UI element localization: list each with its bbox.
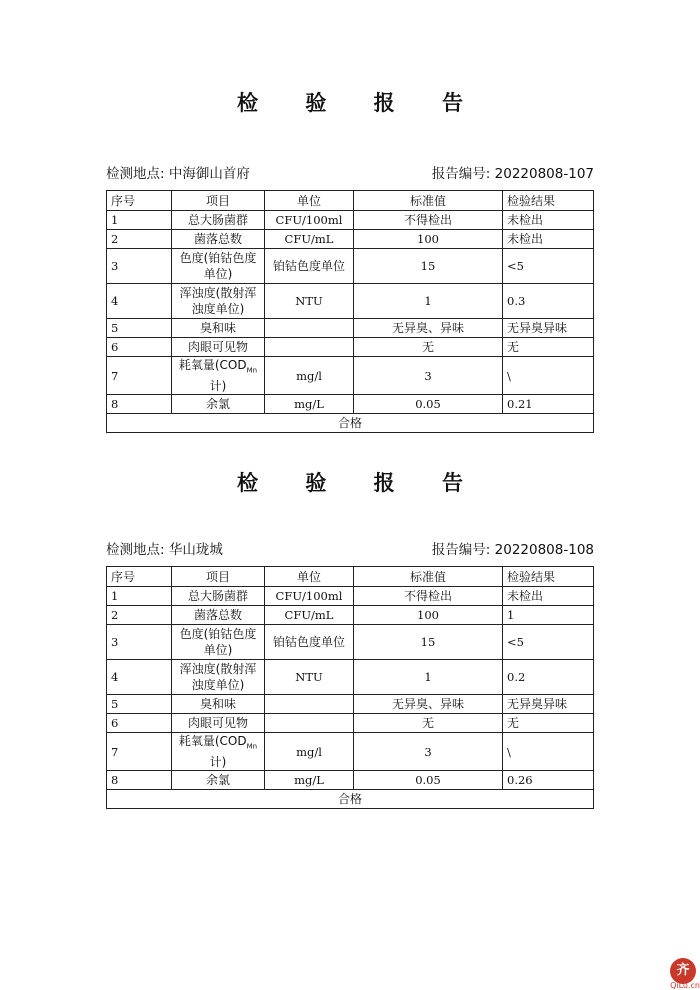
table-row — [107, 625, 594, 660]
cell-no: 4 — [107, 284, 172, 319]
cell-standard: 100 — [354, 230, 503, 249]
cell-item — [172, 357, 265, 395]
cell-standard: 3 — [354, 357, 503, 395]
cell-standard: 无 — [354, 338, 503, 357]
cell-standard: 无 — [354, 714, 503, 733]
cell-no: 5 — [107, 319, 172, 338]
cell-result: 0.21 — [503, 395, 594, 414]
cell-item: 浑浊度(散射浑浊度单位) — [172, 660, 265, 695]
cell-standard: 无异臭、异味 — [354, 319, 503, 338]
cell-standard: 100 — [354, 606, 503, 625]
table-row — [107, 587, 594, 606]
cell-no: 3 — [107, 249, 172, 284]
results-table — [106, 566, 594, 809]
cell-item: 菌落总数 — [172, 230, 265, 249]
report-number-label: 报告编号: — [431, 166, 495, 182]
cell-result: 未检出 — [503, 211, 594, 230]
cell-unit — [265, 695, 354, 714]
cell-standard: 1 — [354, 660, 503, 695]
report-number-line — [432, 164, 594, 184]
cell-standard: 3 — [354, 733, 503, 771]
cell-result: 0.26 — [503, 771, 594, 790]
location-value: 华山珑城 — [168, 542, 223, 558]
report-number-value: 20220808-108 — [494, 542, 594, 558]
cell-result: 未检出 — [503, 230, 594, 249]
report-number-line — [432, 540, 594, 560]
cell-unit: mg/l — [265, 357, 354, 395]
cell-no: 8 — [107, 395, 172, 414]
table-row — [107, 230, 594, 249]
table-row — [107, 606, 594, 625]
table-row — [107, 319, 594, 338]
cell-item-pre: 耗氧量(COD — [178, 358, 247, 372]
cell-item: 总大肠菌群 — [172, 587, 265, 606]
header-unit: 单位 — [265, 567, 354, 587]
cell-result: 0.2 — [503, 660, 594, 695]
cell-unit — [265, 338, 354, 357]
table-header-row — [107, 191, 594, 211]
table-row — [107, 338, 594, 357]
cell-no: 1 — [107, 211, 172, 230]
cell-unit: NTU — [265, 284, 354, 319]
cell-result: 无异臭异味 — [503, 319, 594, 338]
table-header-row — [107, 567, 594, 587]
conclusion-cell: 合格 — [107, 414, 594, 433]
report-2 — [106, 468, 594, 809]
cell-unit: 铂钴色度单位 — [265, 249, 354, 284]
cell-item-post: 计) — [209, 379, 227, 394]
cell-no: 7 — [107, 733, 172, 771]
cell-standard: 不得检出 — [354, 587, 503, 606]
header-item: 项目 — [172, 567, 265, 587]
cell-item: 总大肠菌群 — [172, 211, 265, 230]
cell-item-pre: 耗氧量(COD — [178, 734, 247, 748]
cell-no: 2 — [107, 230, 172, 249]
cell-item: 色度(铂钴色度单位) — [172, 625, 265, 660]
cell-unit: 铂钴色度单位 — [265, 625, 354, 660]
cell-no: 6 — [107, 338, 172, 357]
table-row — [107, 771, 594, 790]
cell-item-sub: Mn — [246, 366, 258, 375]
cell-unit — [265, 319, 354, 338]
cell-item: 臭和味 — [172, 695, 265, 714]
table-row — [107, 211, 594, 230]
cell-item: 肉眼可见物 — [172, 338, 265, 357]
table-row — [107, 714, 594, 733]
cell-unit — [265, 714, 354, 733]
table-row — [107, 357, 594, 395]
cell-item: 色度(铂钴色度单位) — [172, 249, 265, 284]
table-row — [107, 695, 594, 714]
table-row — [107, 660, 594, 695]
cell-unit: CFU/mL — [265, 606, 354, 625]
header-unit: 单位 — [265, 191, 354, 211]
cell-standard: 0.05 — [354, 771, 503, 790]
cell-no: 3 — [107, 625, 172, 660]
cell-no: 1 — [107, 587, 172, 606]
location-line — [106, 540, 223, 560]
cell-unit: CFU/100ml — [265, 211, 354, 230]
location-label: 检测地点: — [106, 166, 169, 182]
location-line — [106, 164, 250, 184]
cell-result: 未检出 — [503, 587, 594, 606]
cell-item: 余氯 — [172, 771, 265, 790]
cell-standard: 15 — [354, 625, 503, 660]
location-value: 中海御山首府 — [168, 166, 250, 182]
results-table — [106, 190, 594, 433]
cell-unit: CFU/100ml — [265, 587, 354, 606]
cell-result: 无异臭异味 — [503, 695, 594, 714]
cell-standard: 0.05 — [354, 395, 503, 414]
cell-no: 7 — [107, 357, 172, 395]
cell-result: <5 — [503, 249, 594, 284]
cell-no: 8 — [107, 771, 172, 790]
table-row — [107, 284, 594, 319]
table-row — [107, 395, 594, 414]
header-result: 检验结果 — [503, 567, 594, 587]
report-title: 检 验 报 告 — [237, 471, 483, 495]
cell-result: 1 — [503, 606, 594, 625]
cell-standard: 15 — [354, 249, 503, 284]
header-result: 检验结果 — [503, 191, 594, 211]
cell-standard: 无异臭、异味 — [354, 695, 503, 714]
cell-unit: mg/L — [265, 771, 354, 790]
header-standard: 标准值 — [354, 567, 503, 587]
report-title: 检 验 报 告 — [237, 91, 483, 115]
header-item: 项目 — [172, 191, 265, 211]
cell-standard: 不得检出 — [354, 211, 503, 230]
cell-no: 6 — [107, 714, 172, 733]
cell-result: 0.3 — [503, 284, 594, 319]
report-number-value: 20220808-107 — [494, 166, 594, 182]
cell-item: 菌落总数 — [172, 606, 265, 625]
watermark-text: QiLu.cn — [670, 981, 700, 990]
cell-item: 肉眼可见物 — [172, 714, 265, 733]
watermark-logo-icon: 齐 — [670, 958, 696, 984]
header-standard: 标准值 — [354, 191, 503, 211]
cell-result: <5 — [503, 625, 594, 660]
conclusion-cell: 合格 — [107, 790, 594, 809]
cell-standard: 1 — [354, 284, 503, 319]
cell-item: 余氯 — [172, 395, 265, 414]
report-number-label: 报告编号: — [431, 542, 495, 558]
report-1 — [106, 88, 594, 433]
header-no: 序号 — [107, 191, 172, 211]
table-row — [107, 733, 594, 771]
cell-unit: NTU — [265, 660, 354, 695]
cell-unit: mg/L — [265, 395, 354, 414]
cell-result: 无 — [503, 338, 594, 357]
table-row — [107, 249, 594, 284]
cell-unit: mg/l — [265, 733, 354, 771]
cell-no: 5 — [107, 695, 172, 714]
cell-item: 臭和味 — [172, 319, 265, 338]
report-meta — [106, 540, 594, 560]
header-no: 序号 — [107, 567, 172, 587]
cell-result: 无 — [503, 714, 594, 733]
cell-unit: CFU/mL — [265, 230, 354, 249]
cell-no: 4 — [107, 660, 172, 695]
cell-item-sub: Mn — [246, 742, 258, 751]
cell-result: \ — [503, 733, 594, 771]
cell-item: 浑浊度(散射浑浊度单位) — [172, 284, 265, 319]
cell-no: 2 — [107, 606, 172, 625]
conclusion-row — [107, 790, 594, 809]
location-label: 检测地点: — [106, 542, 169, 558]
cell-item-post: 计) — [209, 755, 227, 770]
report-meta — [106, 164, 594, 184]
conclusion-row — [107, 414, 594, 433]
cell-item — [172, 733, 265, 771]
cell-result: \ — [503, 357, 594, 395]
